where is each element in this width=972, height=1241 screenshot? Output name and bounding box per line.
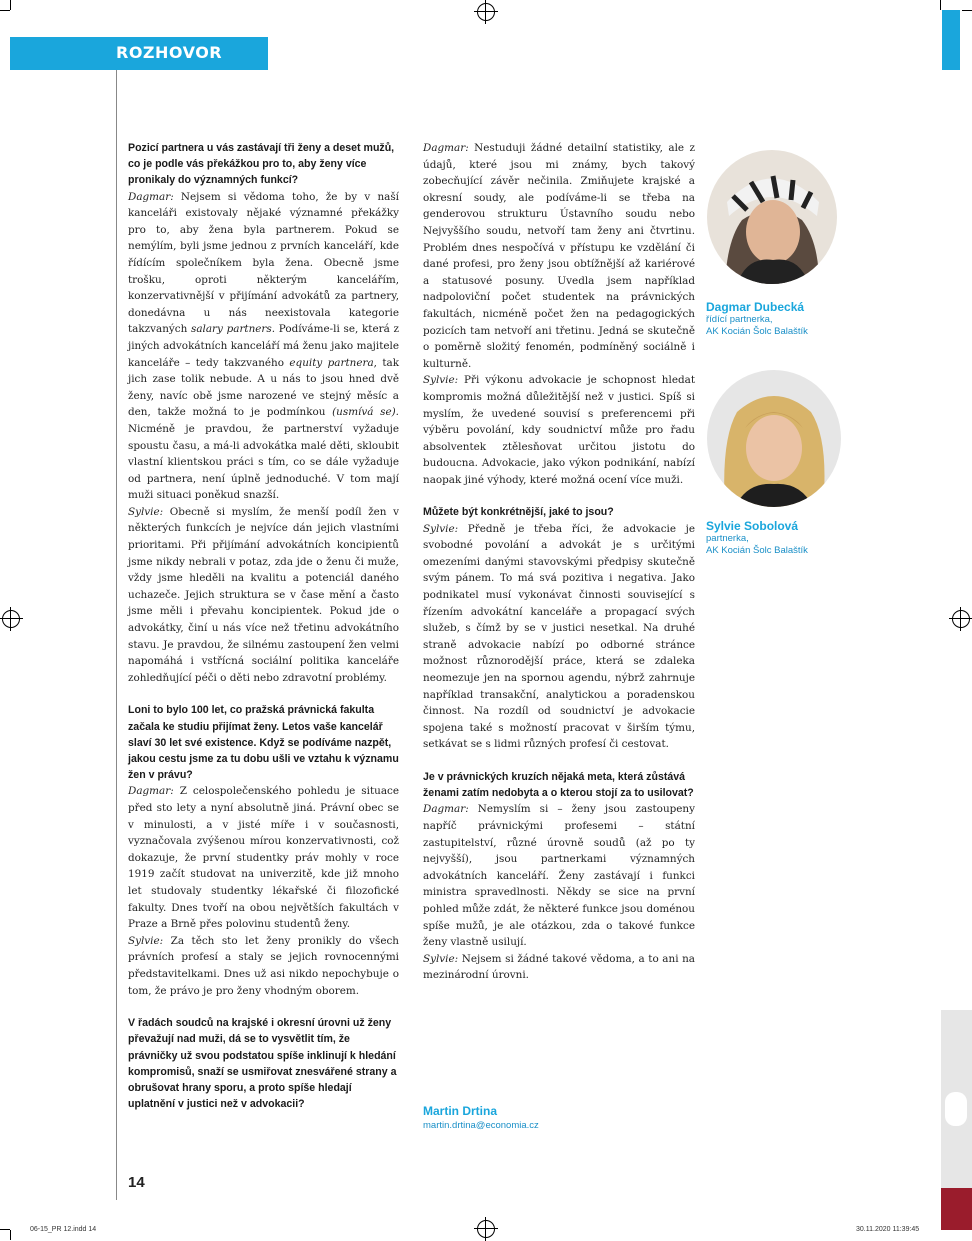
answer-text: . Nicméně je pravdou, že partnerství vyžaduje spoustu času, a má-li advokátka malé děti, skloubit vlastní klientskou práci s tím, co se dále vyžaduje od partnera, není úplně jednoduché. V tom mají muži situaci poněkud snazší. [128, 406, 399, 502]
answer-italic: (usmívá se) [332, 406, 396, 419]
slug-file: 06-15_PR 12.indd 14 [30, 1226, 97, 1233]
article-column-2 [423, 140, 695, 984]
answer-text: , tak jich zase tolik nebude. A u nás to jsou hned dvě ženy, navíc obě jsme narozené ve stejný měsíc a den, takže možná to je podmínkou [128, 356, 399, 419]
speaker: Dagmar: [423, 142, 469, 154]
crop-mark [962, 10, 972, 11]
speaker: Sylvie: [128, 934, 164, 947]
person-name: Sylvie Sobolová [706, 519, 799, 533]
answer [128, 504, 399, 687]
answer-text: Z celospolečenského pohledu je situace před sto lety a nyní absolutně jiná. Právní obec se v minulosti, a v jisté míře i v současnosti, vyznačovala zvýšenou mírou konzervativnosti, což dokazuje, že první studentky práv mohly v roce 1919 začít studovat na univerzitě, kde již mnoho let studovaly studentky lékařské či filozofické fakulty. Dnes tvoří na obou největších fakultách v Praze a Brně přes polovinu studentů ženy. [128, 785, 399, 931]
byline [423, 1104, 539, 1132]
portrait-photo [707, 150, 837, 284]
question: Loni to bylo 100 let, co pražská právnická fakulta začala ke studiu přijímat ženy. Letos vaše kancelář slaví 30 let své existence. Když se podíváme nazpět, jakou cestu jsme za tu dobu ušli ve vztahu k významu žen v právu? [128, 704, 399, 782]
speaker: Sylvie: [423, 522, 459, 535]
speaker: Sylvie: [423, 374, 459, 387]
crop-mark [0, 1229, 10, 1230]
speaker: Sylvie: [128, 505, 164, 518]
answer [423, 140, 695, 372]
speaker: Dagmar: [128, 190, 174, 203]
registration-mark-icon [952, 610, 970, 628]
crop-mark [0, 10, 10, 11]
answer-text: Nejsem si žádné takové vědoma, a to ani na mezinárodní úrovni. [423, 952, 695, 982]
author-email: martin.drtina@economia.cz [423, 1120, 539, 1131]
side-band-accent [941, 1188, 972, 1230]
answer [423, 521, 695, 753]
answer-italic: equity partnera [289, 356, 374, 369]
crop-mark [10, 1230, 11, 1240]
person-role: partnerka, [706, 533, 749, 544]
answer [128, 933, 399, 999]
registration-mark-icon [477, 1220, 495, 1238]
caption-2 [706, 519, 808, 557]
answer-text: Za těch sto let ženy pronikly do všech právních profesí a staly se jejich rovnocennými představitelkami. Dnes už asi nikdo nepochybuje o tom, že právo je pro ženy vhodným oborem. [128, 934, 399, 997]
side-band-shape [945, 1092, 967, 1126]
answer-text: Obecně si myslím, že menší podíl žen v některých funkcích je nejvíce dán jejich vlastními prioritami. Při přijímání advokátních koncipientů jsme nikdy nebrali v potaz, zda jde o ženu či muže, vždy jsme hleděli na kvalitu a potenciál daného uchazeče. Jejich struktura se v čase mění a často jsme měli i převahu koncipientek. Pokud jde o advokátky, činí u nás více než třetinu advokátního stavu. Je pravdou, že silnému zastoupení žen velmi napomáhá i vstřícná sociální politika kanceláře zohledňující péči o děti nebo zdravotní problémy. [128, 505, 399, 684]
caption-1 [706, 300, 808, 338]
author-name: Martin Drtina [423, 1104, 498, 1118]
person-name: Dagmar Dubecká [706, 300, 805, 314]
person-firm: AK Kocián Šolc Balaštík [706, 545, 808, 556]
crop-mark [10, 0, 11, 10]
rubric-label: ROZHOVOR [116, 43, 223, 62]
person-firm: AK Kocián Šolc Balaštík [706, 326, 808, 337]
registration-mark-icon [477, 3, 495, 21]
right-color-tab [942, 10, 960, 70]
answer-text: . Podíváme-li se, která z jiných advokátních kanceláří má ženu jako majitele kanceláře – tedy takzvaného [128, 323, 399, 369]
answer [423, 801, 695, 950]
question: Můžete být konkrétnější, jaké to jsou? [423, 506, 614, 519]
column-rule [116, 70, 117, 1200]
answer [128, 189, 399, 504]
answer-text: Nestuduji žádné detailní statistiky, ale z údajů, které jsou mi známy, bych takový zobecňující závěr nečinila. Zmiňujete krajské a okresní soudy, ale podíváme-li se třeba na genderovou strukturu Ústavního soudu nebo Nejvyššího soudu, netvoří tam ženy ani čtvrtinu. Problém dnes nespočívá v přístupu ke vzdělání či dané profesi, pro ženy jsou obtížnější až kariérové a statusové posuny. Uvedla jsem například nadpoloviční počet studentek na právnických fakultách, nicméně počet žen na pedagogických pozicích tam netvoří ani třetinu. Jedná se skutečně o poměrně složitý fenomén, podmíněný sociálně i kulturně. [423, 142, 695, 370]
person-role: řídící partnerka, [706, 314, 773, 325]
speaker: Dagmar: [423, 803, 469, 816]
crop-mark [940, 0, 941, 10]
speaker: Sylvie: [423, 952, 459, 965]
answer-text: Nejsem si vědoma toho, že by v naší kanceláři existovaly nějaké významné překážky pro to, aby žena byla partnerem. Pokud se nemýlím, byli jsme jednou z prvních kanceláří, kde řídícím společníkem byla žena. Obecně jsme trošku, oproti některým kancelářím, konzervativnější v přijímání advokátů za partnery, donedávna u nás neexistovala kategorie takzvaných [128, 190, 399, 336]
rubric-banner [10, 37, 268, 70]
answer-text: Předně je třeba říci, že advokacie je svobodné povolání a advokát je s určitými omezeními danými stavovskými předpisy skutečně svým pánem. To má svá pozitiva i negativa. Jako podnikatel musí vykonávat činnosti související s řízením advokátní kanceláře a propagací svých služeb, s čímž by se v justici nesetkal. Na druhé straně advokacie nabízí po odborné stránce možnost různorodější práce, která se zdaleka neomezuje jen na spornou agendu, nýbrž zahrnuje například transakční, analytickou a poradenskou činnost. Na rozdíl od soudnictví je advokacie spojena také s možností pracovat v širším týmu, setkávat se s lidmi různých profesí či cestovat. [423, 522, 695, 751]
answer [423, 951, 695, 984]
portrait-photo [707, 370, 841, 507]
question: Je v právnických kruzích nějaká meta, která zůstává ženami zatím nedobyta a o kterou stojí za to usilovat? [423, 770, 694, 800]
answer [128, 783, 399, 932]
question: Pozicí partnera u vás zastávají tři ženy a deset mužů, co je podle vás překážkou pro to, aby ženy více pronikaly do významných funkcí? [128, 142, 395, 187]
registration-mark-icon [2, 610, 20, 628]
answer-italic: salary partners [191, 323, 272, 336]
page-number: 14 [128, 1174, 145, 1191]
answer-text: Nemyslím si – ženy jsou zastoupeny napříč právnickými profesemi – státní zastupitelství, různé úrovně soudů (až po ty nejvyšší), jsou partnerkami významných advokátních kanceláří. Ženy zastávají i funkci ministra spravedlnosti. Někdy se sice na první pohled může zdát, že některé funkce jsou doménou spíše mužů, je ale otázkou, zda o takové funkce ženy vlastně usilují. [423, 803, 695, 949]
article-column-1 [128, 140, 399, 1112]
speaker: Dagmar: [128, 785, 174, 798]
question: V řadách soudců na krajské i okresní úrovni už ženy převažují nad muži, dá se to vysvětlit tím, že právničky už svou podstatou spíše inklinují k hledání kompromisů, snaží se usmiřovat znesvářené strany a obrušovat hrany sporu, a proto spíše hledají uplatnění v justici než v advokacii? [128, 1017, 397, 1111]
answer-text: Při výkonu advokacie je schopnost hledat kompromis možná důležitější než v justici. Spíš si myslím, že uvedené souvisí s preferencemi při výběru povolání, kdy soudnictví může pro řadu absolventek ztělesňovat určitou jistotu do budoucna. Advokacie, jako výkon podnikání, nabízí naopak jiné výhody, které možná ocení více muži. [423, 374, 695, 486]
answer [423, 372, 695, 488]
slug-date: 30.11.2020 11:39:45 [856, 1226, 920, 1233]
